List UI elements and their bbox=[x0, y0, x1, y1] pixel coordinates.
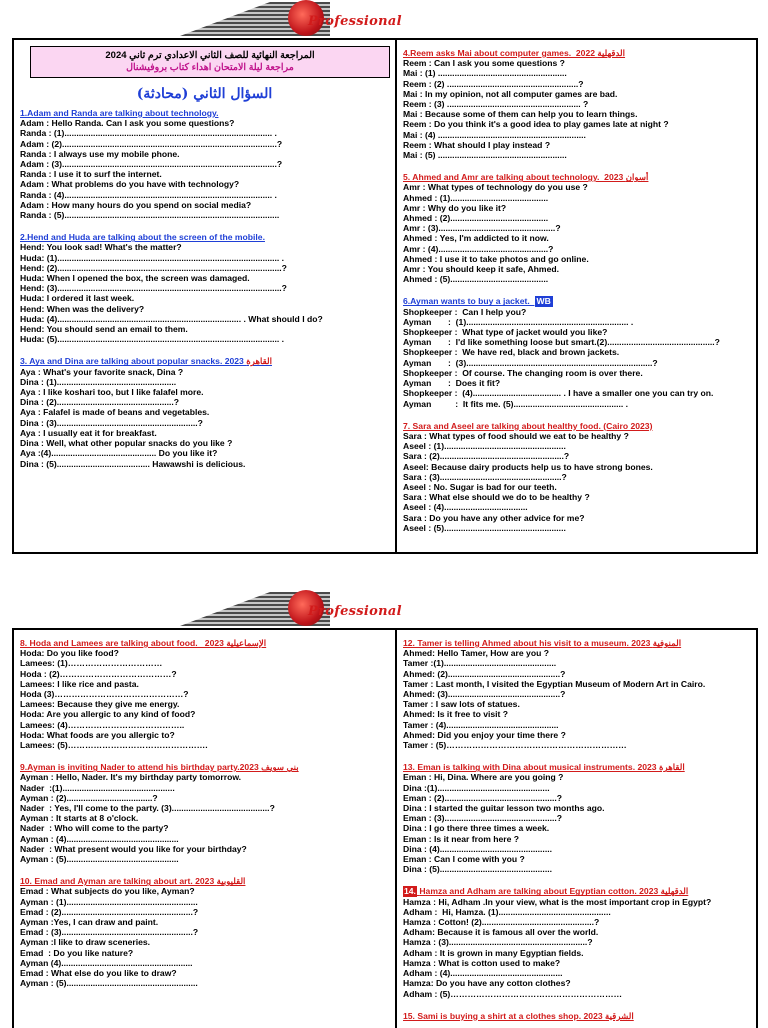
dialogue-line: Emad : (2).......................................................? bbox=[20, 906, 199, 917]
dialogue-line: Dina : (1).................................................. bbox=[20, 376, 177, 387]
dialogue-line: Ahmed : (5)......................................... bbox=[403, 274, 549, 285]
page-2-left-column bbox=[14, 630, 395, 1028]
dialogue-line: Ayman : It fits me. (5).............................................. . bbox=[403, 398, 629, 409]
dialogue-heading-text: 1.Adam and Randa are talking about technology. bbox=[20, 108, 219, 118]
dialogue-line: Hend: When was the delivery? bbox=[20, 303, 145, 314]
dialogue-heading bbox=[20, 232, 389, 242]
page-1-right-column bbox=[395, 40, 756, 552]
dialogue-line: Tamer : (5)……………………………………………………… bbox=[403, 740, 627, 751]
dialogue-heading bbox=[403, 172, 750, 182]
dialogue-line: Ayman : (2)....................................? bbox=[20, 792, 158, 803]
dialogue-line: Shopkeeper : What type of jacket would you like? bbox=[403, 327, 608, 338]
dialogue-line: Sara : What types of food should we eat to be healthy ? bbox=[403, 430, 629, 441]
dialogue-line: Mai : Because some of them can help you to learn things. bbox=[403, 109, 638, 120]
dialogue-line: Dina :(1)............................................... bbox=[403, 782, 550, 793]
dialogue-line: Sara : Do you have any other advice for me? bbox=[403, 512, 585, 523]
dialogue-line: Reem : Can I ask you some questions ? bbox=[403, 58, 565, 69]
dialogue-line: Adham: Because it is famous all over the world. bbox=[403, 927, 599, 938]
question-number-badge: 14. bbox=[404, 886, 416, 897]
dialogue-line: Dina : (4)............................................... bbox=[403, 843, 552, 854]
dialogue-line: Adham : (4)............................................... bbox=[403, 968, 563, 979]
governorate-label: الإسماعيلية bbox=[226, 638, 267, 648]
dialogue-heading-text: 3. Aya and Dina are talking about popular snacks. 2023 bbox=[20, 356, 247, 367]
dialogue-line: Ayman : (1).................................................................... . bbox=[403, 316, 634, 327]
dialogue-line: Adham : It is grown in many Egyptian fields. bbox=[403, 947, 584, 958]
dialogue-heading bbox=[20, 876, 389, 886]
dialogue-line: Ahmed : (1)......................................... bbox=[403, 192, 549, 203]
dialogue-line: Aya :(4)............................................ Do you like it? bbox=[20, 448, 218, 459]
spacer bbox=[403, 160, 750, 166]
dialogue-line: Randa : (5).......................................................................................... bbox=[20, 210, 280, 221]
dialogue-line: Shopkeeper : Can I help you? bbox=[403, 306, 527, 317]
page-2-right-column bbox=[395, 630, 756, 1028]
spacer bbox=[403, 750, 750, 756]
dialogue-line: Sara : What else should we do to be healthy ? bbox=[403, 492, 590, 503]
header-subtitle: مراجعة ليلة الامتحان اهداء كتاب بروفيشنال bbox=[126, 62, 294, 73]
dialogue-line: Tamer : Last month, I visited the Egyptian Museum of Modern Art in Cairo. bbox=[403, 678, 706, 689]
dialogue-line: Amr : You should keep it safe, Ahmed. bbox=[403, 264, 559, 275]
dialogue-line: Huda: (4)............................................................................. . What should I do? bbox=[20, 313, 323, 324]
dialogue-line: Eman : Is it near from here ? bbox=[403, 833, 520, 844]
dialogue-heading bbox=[403, 886, 750, 896]
dialogue-line: Shopkeeper : Of course. The changing room is over there. bbox=[403, 367, 643, 378]
dialogue-line: Adam : (2)..........................................................................................? bbox=[20, 138, 283, 149]
dialogue-line: Emad : What subjects do you like, Ayman? bbox=[20, 886, 195, 897]
dialogue-heading bbox=[403, 1011, 750, 1021]
dialogue-line: Ayman : It starts at 8 o'clock. bbox=[20, 813, 139, 824]
dialogue-line: Hend: You look sad! What's the matter? bbox=[20, 242, 182, 253]
dialogue-line: Ahmed: Hello Tamer, How are you ? bbox=[403, 648, 549, 659]
dialogue-line: Emad : (3).......................................................? bbox=[20, 927, 199, 938]
dialogue-line: Aya : I like koshari too, but I like falafel more. bbox=[20, 387, 204, 398]
dialogue-heading-text: 15. Sami is buying a shirt at a clothes shop. 2023 bbox=[403, 1010, 606, 1021]
dialogue-line: Mai : (4) .............................................................. bbox=[403, 129, 586, 140]
page-1-left-column bbox=[14, 40, 395, 552]
dialogue-heading-text: 2.Hend and Huda are talking about the screen of the mobile. bbox=[20, 232, 265, 243]
dialogue-line: Aya : Falafel is made of beans and vegetables. bbox=[20, 407, 210, 418]
dialogue-line: Randa : (4)....................................................................................... . bbox=[20, 189, 277, 200]
dialogue-heading bbox=[403, 421, 750, 431]
governorate-label: أسوان bbox=[625, 172, 649, 183]
dialogue-line: Ayman : (5)....................................................... bbox=[20, 978, 198, 989]
dialogue-line: Huda: (5)............................................................................................. . bbox=[20, 334, 285, 345]
dialogue-line: Ahmed: Did you enjoy your time there ? bbox=[403, 729, 566, 740]
dialogue-line: Sara : (2)....................................................? bbox=[403, 451, 570, 462]
dialogue-heading bbox=[403, 296, 750, 306]
dialogue-heading bbox=[403, 762, 750, 772]
dialogue-line: Adham : Hi, Hamza. (1)............................................... bbox=[403, 906, 611, 917]
header-title: المراجعة النهائية للصف الثاني الاعدادي ترم ثاني 2024 bbox=[105, 50, 315, 61]
governorate-label: الشرقية bbox=[605, 1010, 634, 1021]
dialogue-line: Emad : What else do you like to draw? bbox=[20, 968, 177, 979]
dialogue-line: Ahmed: (3)...............................................? bbox=[403, 689, 566, 700]
dialogue-line: Tamer : (4)............................................... bbox=[403, 719, 559, 730]
dialogue-line: Eman : Hi, Dina. Where are you going ? bbox=[403, 772, 564, 783]
dialogue-line: Lamees: I like rice and pasta. bbox=[20, 678, 139, 689]
dialogue-line: Ayman : (1)....................................................... bbox=[20, 896, 198, 907]
dialogue-line: Hend: (2)..............................................................................................? bbox=[20, 262, 287, 273]
dialogue-line: Adham : (5)…………………………………………………… bbox=[403, 988, 623, 999]
dialogue-heading bbox=[403, 48, 750, 58]
workbook-badge: WB bbox=[536, 296, 551, 307]
dialogue-line: Emad : Do you like nature? bbox=[20, 947, 134, 958]
dialogue-line: Randa : (1)....................................................................................... . bbox=[20, 128, 277, 139]
spacer bbox=[20, 344, 389, 350]
dialogue-line: Dina : (3)...........................................................? bbox=[20, 417, 203, 428]
dialogue-line: Reem : What should I play instead ? bbox=[403, 139, 551, 150]
dialogue-line: Dina : Well, what other popular snacks do you like ? bbox=[20, 438, 233, 449]
dialogue-heading bbox=[20, 356, 389, 366]
professional-logo-2 bbox=[180, 590, 402, 628]
spacer bbox=[403, 874, 750, 880]
dialogue-line: Randa : I use it to surf the internet. bbox=[20, 169, 162, 180]
dialogue-line: Ahmed: (2)...............................................? bbox=[403, 668, 566, 679]
dialogue-line: Aya : I usually eat it for breakfast. bbox=[20, 427, 157, 438]
governorate-label: بني سويف bbox=[261, 762, 299, 773]
dialogue-line: Lamees: (5)…………………………………………. bbox=[20, 740, 208, 751]
dialogue-line: Ayman (4)....................................................... bbox=[20, 957, 193, 968]
spacer bbox=[20, 864, 389, 870]
dialogue-line: Aseel : No. Sugar is bad for our teeth. bbox=[403, 481, 557, 492]
dialogue-line: Ayman : (3)..............................................................................? bbox=[403, 357, 658, 368]
dialogue-line: Mai : In my opinion, not all computer games are bad. bbox=[403, 88, 618, 99]
dialogue-line: Adam : Hello Randa. Can I ask you some questions? bbox=[20, 118, 235, 129]
dialogue-line: Eman : Can I come with you ? bbox=[403, 854, 525, 865]
dialogue-line: Dina : (2).................................................? bbox=[20, 397, 180, 408]
dialogue-line: Sara : (3)...................................................? bbox=[403, 471, 567, 482]
dialogue-line: Adam : How many hours do you spend on social media? bbox=[20, 199, 252, 210]
dialogue-heading-text: 12. Tamer is telling Ahmed about his visit to a museum. 2023 bbox=[403, 638, 653, 648]
governorate-label: الدقهلية bbox=[660, 886, 689, 897]
dialogue-line: Aseel: Because dairy products help us to have strong bones. bbox=[403, 461, 653, 472]
section-title: السؤال الثاني (محادثة) bbox=[136, 86, 273, 102]
spacer bbox=[403, 409, 750, 415]
dialogue-line: Nader : Yes, I'll come to the party. (3).........................................? bbox=[20, 803, 275, 814]
dialogue-line: Adam : What problems do you have with technology? bbox=[20, 179, 240, 190]
governorate-label: المنوفية bbox=[652, 638, 682, 648]
dialogue-line: Hamza : What is cotton used to make? bbox=[403, 957, 561, 968]
dialogue-line: Nader : Who will come to the party? bbox=[20, 823, 169, 834]
dialogue-line: Reem : (2) .......................................................? bbox=[403, 78, 584, 89]
dialogue-line: Dina : (5)....................................... Hawawshi is delicious. bbox=[20, 458, 246, 469]
dialogue-line: Lamees: (4)………………………………….. bbox=[20, 719, 185, 730]
dialogue-line: Hamza : (3)..........................................................? bbox=[403, 937, 593, 948]
spacer bbox=[403, 284, 750, 290]
dialogue-line: Hoda : (2)…………………………………? bbox=[20, 668, 177, 679]
page-1-sheet bbox=[12, 38, 758, 554]
dialogue-line: Mai : (5) ...................................................... bbox=[403, 150, 567, 161]
dialogue-line: Tamer :(1)............................................... bbox=[403, 658, 557, 669]
dialogue-line: Aya : What's your favorite snack, Dina ? bbox=[20, 366, 184, 377]
governorate-label: القاهرة bbox=[246, 356, 272, 367]
dialogue-line: Mai : (1) ...................................................... bbox=[403, 68, 567, 79]
dialogue-line: Aseel : (5)................................................... bbox=[403, 522, 566, 533]
dialogue-heading-text: Hamza and Adham are talking about Egyptian cotton. 2023 bbox=[419, 886, 661, 897]
dialogue-line: Hend: (3)..............................................................................................? bbox=[20, 283, 287, 294]
dialogue-line: Huda: (1)............................................................................................. . bbox=[20, 252, 285, 263]
dialogue-line: Hoda: Are you allergic to any kind of food? bbox=[20, 709, 196, 720]
dialogue-line: Tamer : I saw lots of statues. bbox=[403, 699, 520, 710]
dialogue-line: Amr : (3).................................................? bbox=[403, 223, 561, 234]
dialogue-line: Hoda (3)………………………………………? bbox=[20, 689, 189, 700]
dialogue-line: Ahmed : Yes, I'm addicted to it now. bbox=[403, 233, 549, 244]
dialogue-line: Ayman : (5)............................................... bbox=[20, 854, 179, 865]
dialogue-line: Ayman : Does it fit? bbox=[403, 378, 501, 389]
dialogue-line: Ayman : (4)............................................... bbox=[20, 833, 179, 844]
dialogue-line: Lamees: Because they give me energy. bbox=[20, 699, 180, 710]
dialogue-heading bbox=[20, 762, 389, 772]
governorate-label: القاهرة bbox=[658, 762, 685, 773]
dialogue-line: Shopkeeper : We have red, black and brown jackets. bbox=[403, 347, 620, 358]
dialogue-line: Hamza : Hi, Adham .In your view, what is the most important crop in Egypt? bbox=[403, 896, 712, 907]
dialogue-line: Amr : Why do you like it? bbox=[403, 202, 507, 213]
dialogue-line: Hoda: What foods are you allergic to? bbox=[20, 729, 175, 740]
dialogue-line: Huda: When I opened the box, the screen was damaged. bbox=[20, 273, 250, 284]
dialogue-line: Hoda: Do you like food? bbox=[20, 648, 119, 659]
dialogue-line: Reem : Do you think it's a good idea to play games late at night ? bbox=[403, 119, 669, 130]
dialogue-line: Ayman :Yes, I can draw and paint. bbox=[20, 917, 159, 928]
dialogue-line: Ahmed : I use it to take photos and go online. bbox=[403, 253, 589, 264]
dialogue-heading-text: 4.Reem asks Mai about computer games. 2022 bbox=[403, 48, 598, 58]
dialogue-line: Ayman : Hello, Nader. It's my birthday party tomorrow. bbox=[20, 772, 242, 783]
spacer bbox=[20, 220, 389, 226]
governorate-label: الدقهلية bbox=[597, 48, 626, 58]
dialogue-line: Aseel : (1)................................................... bbox=[403, 441, 566, 452]
dialogue-line: Dina : I started the guitar lesson two months ago. bbox=[403, 803, 605, 814]
dialogue-line: Amr : What types of technology do you use ? bbox=[403, 182, 588, 193]
dialogue-line: Nader : What present would you like for your birthday? bbox=[20, 843, 247, 854]
dialogue-heading-text: 9.Ayman is inviting Nader to attend his birthday party.2023 bbox=[20, 762, 262, 773]
dialogue-line: Dina : I go there three times a week. bbox=[403, 823, 550, 834]
dialogue-line: Aseel : (4)................................... bbox=[403, 502, 528, 513]
spacer bbox=[20, 750, 389, 756]
dialogue-heading-text: 6.Ayman wants to buy a jacket. bbox=[403, 296, 535, 307]
dialogue-line: Eman : (2)...............................................? bbox=[403, 792, 563, 803]
dialogue-line: Huda: I ordered it last week. bbox=[20, 293, 135, 304]
dialogue-line: Shopkeeper : (4)..................................... . I have a smaller one you can try on. bbox=[403, 388, 714, 399]
spacer bbox=[403, 999, 750, 1005]
logo-text: Professional bbox=[308, 14, 402, 29]
dialogue-heading-text: 5. Ahmed and Amr are talking about technology. 2023 bbox=[403, 172, 626, 183]
dialogue-heading-text: 7. Sara and Aseel are talking about healthy food. (Cairo 2023) bbox=[403, 420, 653, 431]
dialogue-line: Hamza: Do you have any cotton clothes? bbox=[403, 978, 571, 989]
dialogue-line: Dina : (5)............................................... bbox=[403, 864, 552, 875]
dialogue-line: Nader :(1)............................................... bbox=[20, 782, 175, 793]
dialogue-line: Hamza : Cotton! (2)...............................................? bbox=[403, 917, 600, 928]
dialogue-heading-text: 10. Emad and Ayman are talking about art. 2023 bbox=[20, 876, 217, 887]
dialogue-heading-text: 13. Eman is talking with Dina about musical instruments. 2023 bbox=[403, 762, 659, 773]
dialogue-line: Ahmed : (2)......................................... bbox=[403, 213, 549, 224]
dialogue-line: Lamees: (1)…………………………… bbox=[20, 658, 163, 669]
dialogue-line: Adam : (3)..........................................................................................? bbox=[20, 159, 283, 170]
dialogue-line: Reem : (3) ........................................................ ? bbox=[403, 99, 589, 110]
dialogue-line: Ayman : I'd like something loose but smart.(2).............................................? bbox=[403, 337, 720, 348]
dialogue-heading bbox=[20, 108, 389, 118]
dialogue-line: Ayman :I like to draw sceneries. bbox=[20, 937, 151, 948]
governorate-label: القليوبية bbox=[216, 876, 246, 887]
dialogue-line: Randa : I always use my mobile phone. bbox=[20, 148, 180, 159]
dialogue-heading bbox=[403, 638, 750, 648]
logo-text: Professional bbox=[308, 604, 402, 619]
professional-logo bbox=[180, 0, 402, 38]
dialogue-line: Ahmed: Is it free to visit ? bbox=[403, 709, 509, 720]
dialogue-heading bbox=[20, 638, 389, 648]
dialogue-heading-text: 8. Hoda and Lamees are talking about food. 2023 bbox=[20, 638, 227, 648]
dialogue-line: Eman : (3)...............................................? bbox=[403, 813, 563, 824]
dialogue-line: Amr : (4)..............................................? bbox=[403, 243, 554, 254]
header-box bbox=[30, 46, 390, 78]
page-2-sheet bbox=[12, 628, 758, 1028]
dialogue-line: Hend: You should send an email to them. bbox=[20, 324, 188, 335]
